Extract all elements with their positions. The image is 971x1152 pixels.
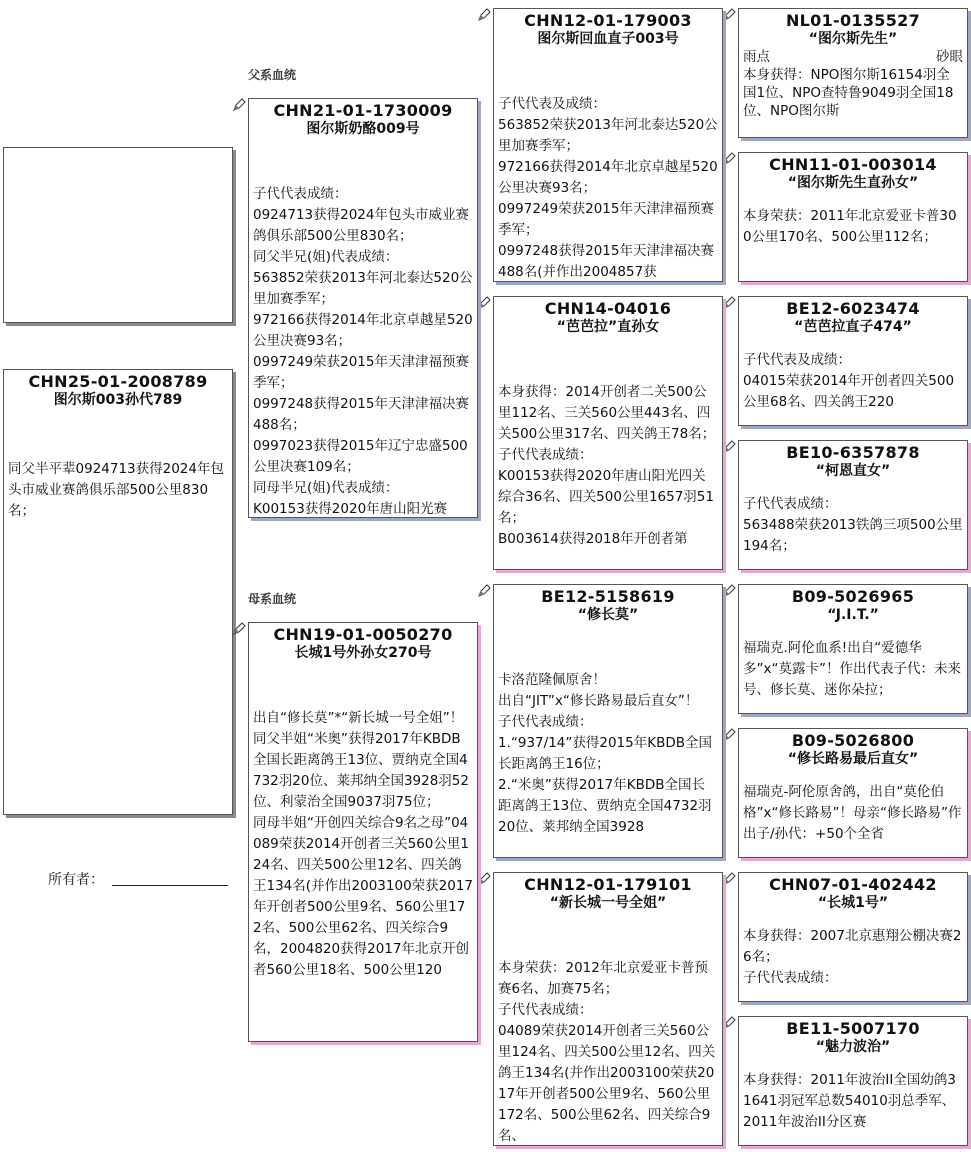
pen-icon[interactable]: [722, 8, 736, 22]
pen-icon[interactable]: [477, 872, 491, 886]
sire-description: 子代代表成绩： 0924713获得2024年包头市威业赛鸽俱乐部500公里830名； 同父半兄(姐)代表成绩： 563852荣获2013年河北泰达520公里加赛季军； 972166获得2014年北京卓越星520公里决赛93名； 0997249荣获2015年天津津福预赛季军； 0997248获得2015年天津津福决赛488名； 0997023获得2015年辽宁忠盛500公里决赛109名； 同母半兄(姐)代表成绩： K00153获得2020年唐山阳光赛: [253, 186, 473, 517]
sds-card[interactable]: [738, 296, 968, 426]
maternal-section-label: 母系血统: [248, 592, 297, 606]
dam-description: 出自“修长莫”*“新长城一号全姐”！ 同父半姐“米奥”获得2017年KBDB全国长距离鸽王13位、贾纳克全国4732羽20位、莱邦纳全国3928羽52位、利蒙治全国9037羽75位； 同母半姐“开创四关综合9名之母”04089荣获2014开创者三关560公里124名、四关500公里12名、四关鸽王134名(并作出2003100荣获2017年开创者500公里9名、560公里172名、500公里62名、四关综合9名，2004820获得2017年北京开创者560公里18名、500公里120: [253, 710, 474, 978]
dsd-description: 福瑞克-阿伦原舍鸽，出自“莫伦伯格”x“修长路易”！母亲“修长路易”作出子/孙代：+50个全省: [743, 784, 962, 842]
sire-ring-id: CHN21-01-1730009: [273, 101, 453, 120]
dds-ring-id: CHN07-01-402442: [769, 875, 937, 894]
dam-card[interactable]: [248, 622, 478, 1042]
dam-sire-name: “修长莫”: [577, 607, 639, 623]
sire-name: 图尔斯奶酪009号: [306, 121, 420, 137]
dsd-ring-id: B09-5026800: [791, 731, 915, 750]
pen-icon[interactable]: [722, 584, 736, 598]
sdd-card[interactable]: [738, 440, 968, 570]
ddd-description: 本身获得：2011年波治II全国幼鸽31641羽冠军总数54010羽总季军、2011年波治II分区赛: [743, 1072, 956, 1130]
ddd-ring-id: BE11-5007170: [786, 1019, 920, 1038]
paternal-section-label: 父系血统: [248, 68, 297, 82]
dam-dam-name: “新长城一号全姐”: [549, 895, 667, 911]
dds-card[interactable]: [738, 872, 968, 1002]
dam-ring-id: CHN19-01-0050270: [273, 625, 453, 644]
dam-dam-description: 本身荣获：2012年北京爱亚卡普预赛6名、加赛75名； 子代代表成绩： 04089荣获2014开创者三关560公里124名、四关500公里12名、四关鸽王134名(并作出2003100荣获2017年开创者500公里9名、560公里172名、500公里62名、四关综合9名、: [498, 960, 716, 1144]
ssd-card[interactable]: [738, 152, 968, 282]
sds-name: “芭芭拉直子474”: [794, 319, 912, 335]
dss-name: “J.I.T.”: [827, 607, 879, 623]
pen-icon[interactable]: [722, 296, 736, 310]
sdd-description: 子代代表成绩： 563488荣获2013铁鸽三项500公里194名；: [743, 496, 963, 554]
pen-icon[interactable]: [477, 584, 491, 598]
sire-sire-name: 图尔斯回血直子003号: [537, 31, 679, 47]
pen-icon[interactable]: [722, 872, 736, 886]
sds-ring-id: BE12-6023474: [786, 299, 920, 318]
dsd-card[interactable]: [738, 728, 968, 858]
dam-name: 长城1号外孙女270号: [294, 645, 432, 661]
sire-sire-card[interactable]: [493, 8, 723, 282]
sire-dam-name: “芭芭拉”直孙女: [556, 319, 660, 335]
photo-placeholder[interactable]: [3, 147, 233, 323]
pen-icon[interactable]: [722, 1016, 736, 1030]
ssd-name: “图尔斯先生直孙女”: [787, 175, 919, 191]
subject-name: 图尔斯003孙代789: [53, 392, 183, 408]
sss-description: 本身获得：NPO图尔斯16154羽全国1位、NPO查特鲁9049羽全国18位、NPO图尔斯: [743, 67, 954, 119]
dam-dam-card[interactable]: [493, 872, 723, 1146]
pen-icon[interactable]: [722, 440, 736, 454]
dss-description: 福瑞克.阿伦血系!出自“爱德华多”x“莫露卡”！作出代表子代：未来号、修长莫、迷你朵拉；: [743, 640, 961, 698]
sire-sire-description: 子代代表及成绩： 563852荣获2013年河北泰达520公里加赛季军； 972166获得2014年北京卓越星520公里决赛93名； 0997249荣获2015年天津津福预赛季军； 0997248获得2015年天津津福决赛488名(并作出2004857获: [498, 96, 718, 280]
dam-sire-card[interactable]: [493, 584, 723, 858]
pen-icon[interactable]: [477, 296, 491, 310]
dam-sire-description: 卡洛范隆佩原舍！ 出自“JIT”x“修长路易最后直女”！ 子代代表成绩： 1.“937/14”获得2015年KBDB全国长距离鸽王16位； 2.“米奥”获得2017年KBDB全国长距离鸽王13位、贾纳克全国4732羽20位、莱邦纳全国3928: [498, 672, 712, 835]
pen-icon[interactable]: [232, 98, 246, 112]
owner-signature-line[interactable]: [112, 885, 228, 886]
sss-traits: [739, 48, 967, 66]
dsd-name: “修长路易最后直女”: [787, 751, 919, 767]
sss-name: “图尔斯先生”: [808, 31, 898, 47]
sire-dam-description: 本身获得：2014开创者二关500公里112名、三关560公里443名、四关500公里317名、四关鸽王78名； 子代代表成绩： K00153获得2020年唐山阳光四关综合36名、四关500公里1657羽51名； B003614获得2018年开创者第: [498, 384, 716, 547]
subject-description: 同父半平辈0924713获得2024年包头市威业赛鸽俱乐部500公里830名；: [8, 461, 224, 519]
owner-label: 所有者：: [48, 872, 104, 888]
dss-ring-id: B09-5026965: [791, 587, 915, 606]
sire-sire-ring-id: CHN12-01-179003: [524, 11, 692, 30]
dds-description: 本身获得：2007北京惠翔公棚决赛26名； 子代代表成绩：: [743, 928, 962, 986]
sire-card[interactable]: [248, 98, 478, 518]
sire-dam-card[interactable]: [493, 296, 723, 570]
sss-eye-sign: 砂眼: [936, 49, 963, 65]
dss-card[interactable]: [738, 584, 968, 714]
dam-dam-ring-id: CHN12-01-179101: [524, 875, 692, 894]
pen-icon[interactable]: [477, 8, 491, 22]
sds-description: 子代代表及成绩： 04015荣获2014年开创者四关500公里68名、四关鸽王220: [743, 352, 955, 410]
pen-icon[interactable]: [722, 728, 736, 742]
subject-card[interactable]: [3, 369, 233, 815]
ssd-description: 本身荣获：2011年北京爱亚卡普300公里170名、500公里112名；: [743, 208, 957, 245]
sss-eye-color: 雨点: [743, 49, 770, 65]
subject-ring-id: CHN25-01-2008789: [28, 372, 208, 391]
ddd-name: “魅力波治”: [815, 1039, 891, 1055]
sss-card[interactable]: [738, 8, 968, 138]
sire-dam-ring-id: CHN14-04016: [544, 299, 672, 318]
pen-icon[interactable]: [232, 622, 246, 636]
dam-sire-ring-id: BE12-5158619: [541, 587, 675, 606]
sdd-name: “柯恩直女”: [815, 463, 891, 479]
ssd-ring-id: CHN11-01-003014: [769, 155, 937, 174]
ddd-card[interactable]: [738, 1016, 968, 1146]
pen-icon[interactable]: [722, 152, 736, 166]
sdd-ring-id: BE10-6357878: [786, 443, 920, 462]
sss-ring-id: NL01-0135527: [785, 11, 921, 30]
dds-name: “长城1号”: [817, 895, 889, 911]
